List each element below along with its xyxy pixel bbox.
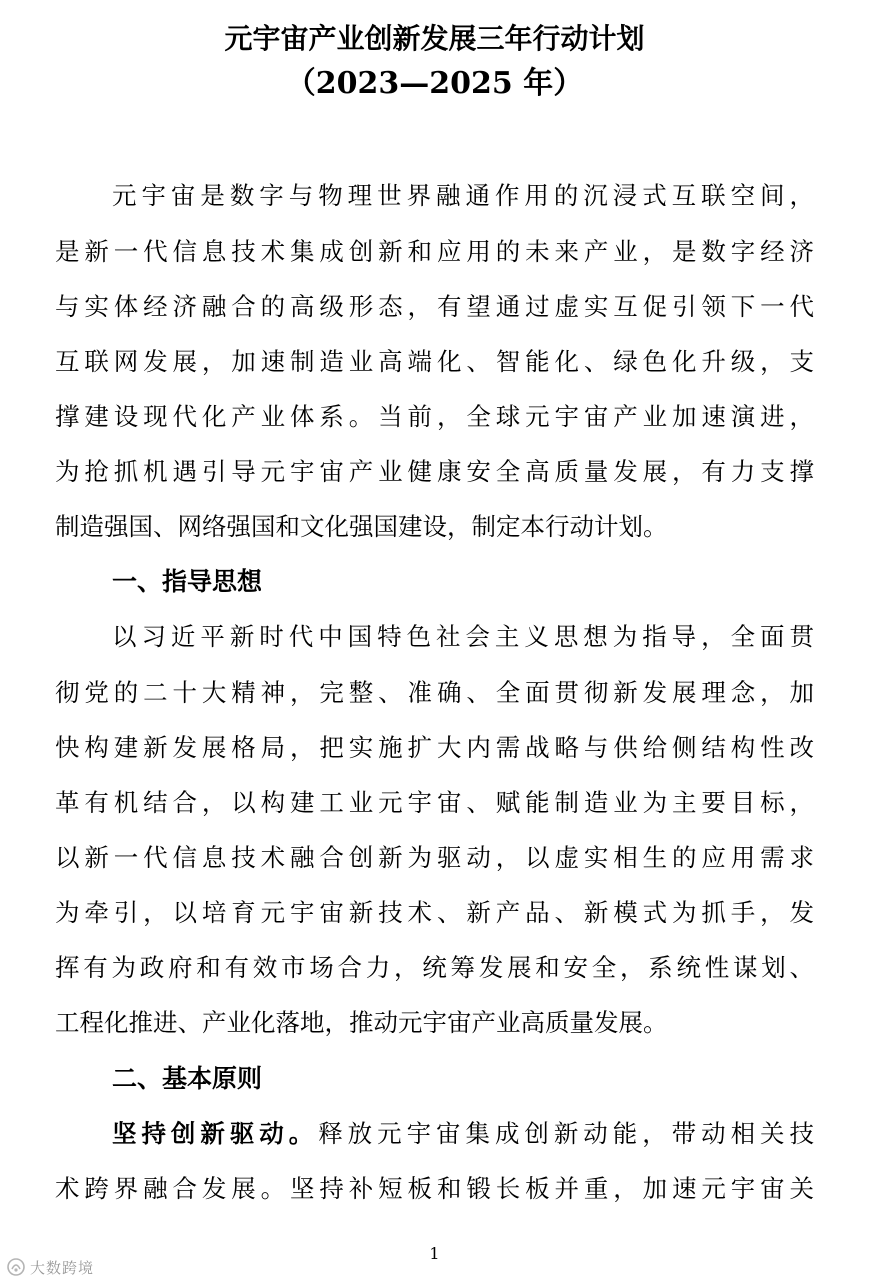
intro-line: 是新一代信息技术集成创新和应用的未来产业，是数字经济 — [55, 237, 814, 266]
watermark-logo-icon — [6, 1257, 26, 1277]
principle-text: 释放元宇宙集成创新动能，带动相关技 — [318, 1119, 815, 1148]
section1-line: 快构建新发展格局，把实施扩大内需战略与供给侧结构性改 — [55, 733, 814, 762]
watermark — [6, 1255, 94, 1279]
intro-line: 撑建设现代化产业体系。当前，全球元宇宙产业加速演进， — [55, 402, 814, 431]
principle-lead: 坚持创新驱动。 — [112, 1119, 319, 1148]
intro-line: 制造强国、网络强国和文化强国建设，制定本行动计划。 — [55, 512, 668, 541]
intro-line: 与实体经济融合的高级形态，有望通过虚实互促引领下一代 — [55, 292, 814, 321]
section1-line: 为牵引，以培育元宇宙新技术、新产品、新模式为抓手，发 — [55, 898, 814, 927]
intro-line: 元宇宙是数字与物理世界融通作用的沉浸式互联空间， — [112, 181, 814, 210]
section1-line: 以新一代信息技术融合创新为驱动，以虚实相生的应用需求 — [55, 843, 814, 872]
section2-line — [0, 1114, 869, 1154]
intro-line: 为抢抓机遇引导元宇宙产业健康安全高质量发展，有力支撑 — [55, 457, 814, 486]
section2-line: 术跨界融合发展。坚持补短板和锻长板并重，加速元宇宙关 — [55, 1174, 814, 1203]
section1-line: 以习近平新时代中国特色社会主义思想为指导，全面贯 — [112, 622, 814, 651]
document-title: 元宇宙产业创新发展三年行动计划 — [224, 22, 645, 55]
watermark-text: 大数跨境 — [30, 1258, 95, 1277]
intro-line: 互联网发展，加速制造业高端化、智能化、绿色化升级，支 — [55, 347, 814, 376]
section-heading-guiding-ideology: 一、指导思想 — [112, 567, 263, 596]
section-heading-basic-principles: 二、基本原则 — [112, 1064, 263, 1093]
page-number: 1 — [429, 1244, 440, 1263]
section1-line: 工程化推进、产业化落地，推动元宇宙产业高质量发展。 — [55, 1008, 668, 1037]
section1-line: 挥有为政府和有效市场合力，统筹发展和安全，系统性谋划、 — [55, 953, 814, 982]
section1-line: 革有机结合，以构建工业元宇宙、赋能制造业为主要目标， — [55, 788, 814, 817]
document-subtitle: （2023—2025 年） — [285, 66, 584, 101]
section1-line: 彻党的二十大精神，完整、准确、全面贯彻新发展理念，加 — [55, 678, 814, 707]
